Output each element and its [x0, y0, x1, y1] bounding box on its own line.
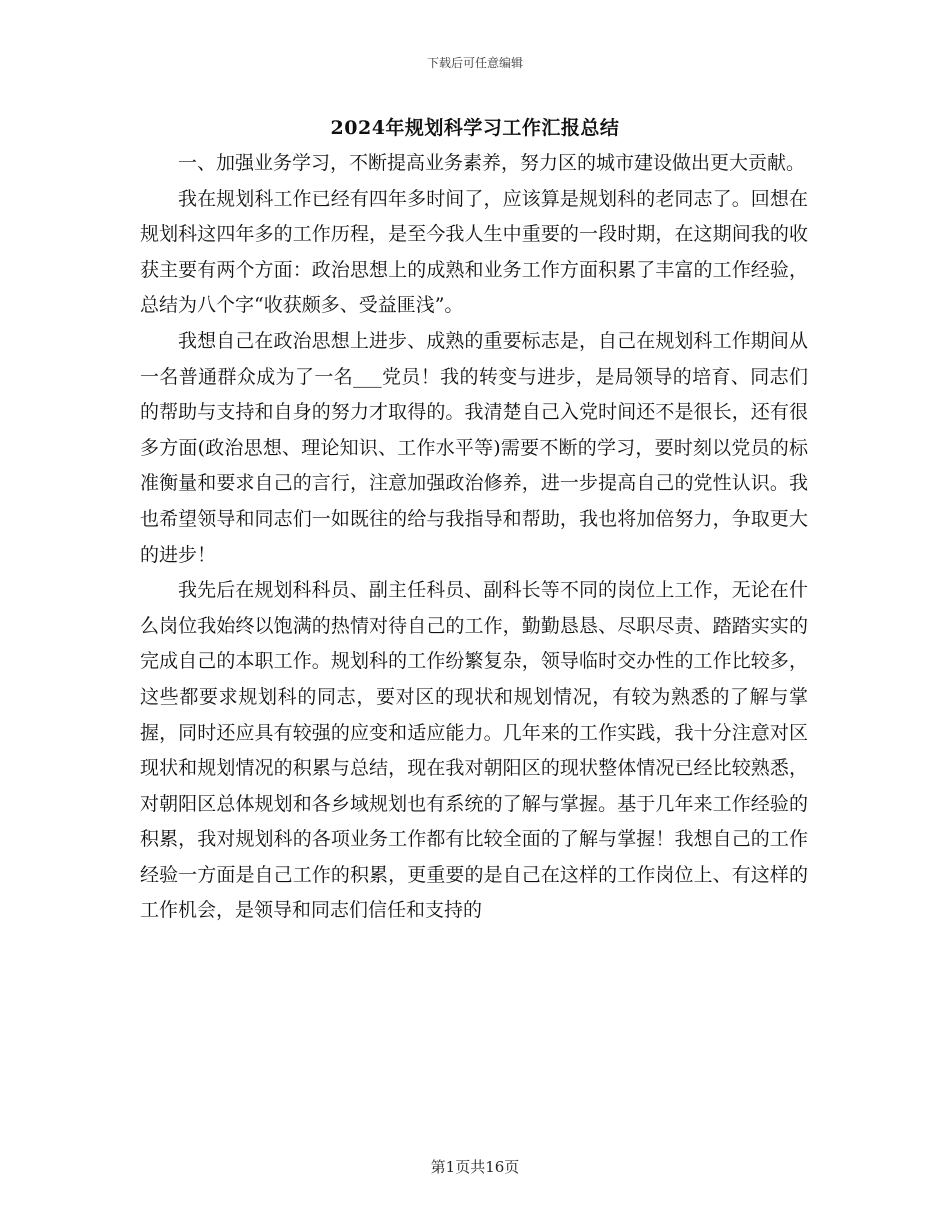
- paragraph: 一、加强业务学习，不断提高业务素养，努力区的城市建设做出更大贡献。: [178, 152, 806, 174]
- document-body: [140, 146, 808, 929]
- paragraph: 我先后在规划科科员、副主任科员、副科长等不同的岗位上工作，无论在什么岗位我始终以饱满的热情对待自己的工作，勤勤恳恳、尽职尽责、踏踏实实的完成自己的本职工作。规划科的工作纷繁复杂，领导临时交办性的工作比较多，这些都要求规划科的同志，要对区的现状和规划情况，有较为熟悉的了解与掌握，同时还应具有较强的应变和适应能力。几年来的工作实践，我十分注意对区现状和规划情况的积累与总结，现在我对朝阳区的现状整体情况已经比较熟悉，对朝阳区总体规划和各乡域规划也有系统的了解与掌握。基于几年来工作经验的积累，我对规划科的各项业务工作都有比较全面的了解与掌握！我想自己的工作经验一方面是自己工作的积累，更重要的是自己在这样的工作岗位上、有这样的工作机会，是领导和同志们信任和支持的: [140, 579, 808, 922]
- header-note: 下载后可任意编辑: [426, 56, 523, 70]
- page-footer: 第1页共16页: [430, 1158, 520, 1176]
- paragraph: 我在规划科工作已经有四年多时间了，应该算是规划科的老同志了。回想在规划科这四年多的工作历程，是至今我人生中重要的一段时期，在这期间我的收获主要有两个方面：政治思想上的成熟和业务工作方面积累了丰富的工作经验，总结为八个字“收获颇多、受益匪浅”。: [140, 187, 808, 317]
- paragraph: 我想自己在政治思想上进步、成熟的重要标志是，自己在规划科工作期间从一名普通群众成为了一名___党员！我的转变与进步，是局领导的培育、同志们的帮助与支持和自身的努力才取得的。我清楚自己入党时间还不是很长，还有很多方面(政治思想、理论知识、工作水平等)需要不断的学习，要时刻以党员的标准衡量和要求自己的言行，注意加强政治修养，进一步提高自己的党性认识。我也希望领导和同志们一如既往的给与我指导和帮助，我也将加倍努力，争取更大的进步！: [140, 329, 808, 566]
- document-title: 2024年规划科学习工作汇报总结: [330, 117, 620, 139]
